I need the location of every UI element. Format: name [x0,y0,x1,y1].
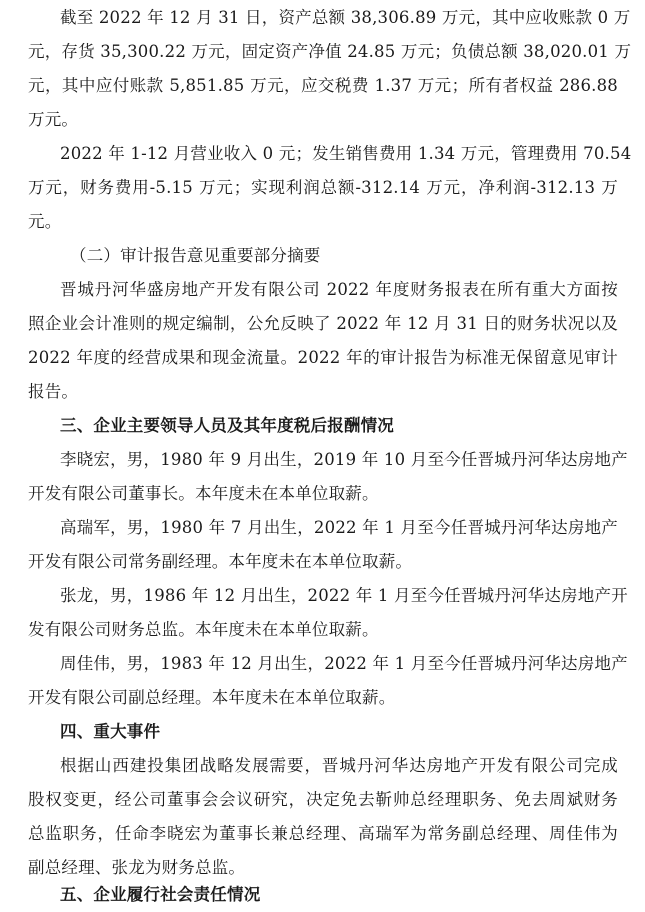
audit-subheading: （二）审计报告意见重要部分摘要 [70,246,321,265]
person-line: 开发有限公司董事长。本年度未在本单位取薪。 [28,484,379,503]
person-line: 高瑞军，男，1980 年 7 月出生，2022 年 1 月至今任晋城丹河华达房地产 [60,518,618,537]
balance-line: 万元。 [28,110,79,129]
event-line: 总监职务，任命李晓宏为董事长兼总经理、高瑞军为常务副总经理、周佳伟为 [28,824,618,843]
section4-heading: 四、重大事件 [60,722,161,741]
person-line: 发有限公司财务总监。本年度未在本单位取薪。 [28,620,379,639]
person-line: 开发有限公司副总经理。本年度未在本单位取薪。 [28,688,396,707]
person-line: 开发有限公司常务副经理。本年度未在本单位取薪。 [28,552,413,571]
section5-heading: 五、企业履行社会责任情况 [60,885,261,904]
income-line: 元。 [28,212,62,231]
person-line: 周佳伟，男，1983 年 12 月出生，2022 年 1 月至今任晋城丹河华达房地产 [60,654,628,673]
person-line: 李晓宏，男，1980 年 9 月出生，2019 年 10 月至今任晋城丹河华达房地产 [60,450,628,469]
balance-line: 元，其中应付账款 5,851.85 万元，应交税费 1.37 万元；所有者权益 286.88 [28,76,618,95]
audit-line: 2022 年度的经营成果和现金流量。2022 年的审计报告为标准无保留意见审计 [28,348,618,367]
balance-line: 截至 2022 年 12 月 31 日，资产总额 38,306.89 万元，其中应收账款 0 万 [60,8,631,27]
audit-line: 报告。 [28,382,79,401]
audit-line: 晋城丹河华盛房地产开发有限公司 2022 年度财务报表在所有重大方面按 [60,280,618,299]
income-line: 万元，财务费用-5.15 万元；实现利润总额-312.14 万元，净利润-312.13 万 [28,178,618,197]
event-line: 股权变更，经公司董事会会议研究，决定免去靳帅总经理职务、免去周斌财务 [28,790,618,809]
event-line: 副总经理、张龙为财务总监。 [28,858,246,877]
event-line: 根据山西建投集团战略发展需要，晋城丹河华达房地产开发有限公司完成 [60,756,618,775]
income-line: 2022 年 1-12 月营业收入 0 元；发生销售费用 1.34 万元，管理费用 70.54 [60,144,632,163]
section3-heading: 三、企业主要领导人员及其年度税后报酬情况 [60,416,394,435]
balance-line: 元，存货 35,300.22 万元，固定资产净值 24.85 万元；负债总额 38,020.01 万 [28,42,632,61]
person-line: 张龙，男，1986 年 12 月出生，2022 年 1 月至今任晋城丹河华达房地产开 [60,586,628,605]
audit-line: 照企业会计准则的规定编制，公允反映了 2022 年 12 月 31 日的财务状况以及 [28,314,618,333]
